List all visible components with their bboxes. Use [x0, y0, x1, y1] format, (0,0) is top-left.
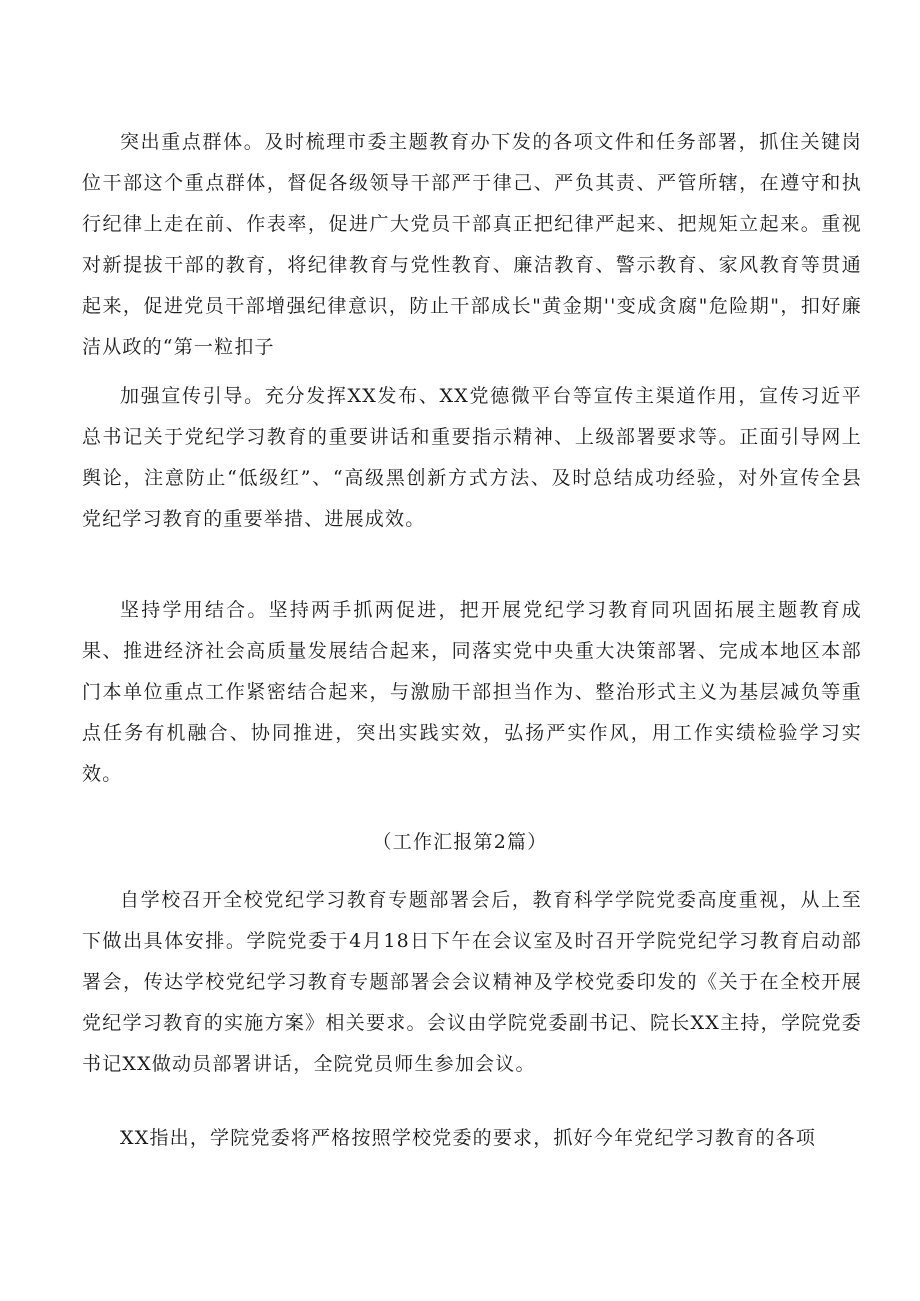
- paragraph-study-and-apply: [82, 590, 862, 795]
- section-heading: （工作汇报第2篇）: [372, 831, 548, 853]
- paragraph-lead-heading: 坚持学用结合。: [120, 599, 269, 621]
- paragraph-section-intro: 自学校召开全校党纪学习教育专题部署会后，教育科学学院党委高度重视，从上至下做出具体安排。学院党委于4月18日下午在会议室及时召开学院党纪学习教育启动部署会，传达学校党纪学习教育专题部署会会议精神及学校党委印发的《关于在全校开展党纪学习教育的实施方案》相关要求。会议由学院党委副书记、院长XX主持，学院党委书记XX做动员部署讲话，全院党员师生参加会议。: [82, 889, 862, 1075]
- paragraph-lead-heading: 加强宣传引导。: [120, 385, 265, 407]
- paragraph-section-continued: XX指出，学院党委将严格按照学校党委的要求，抓好今年党纪学习教育的各项: [120, 1127, 817, 1149]
- paragraph-publicity: [82, 376, 862, 540]
- paragraph-body: 坚持两手抓两促进，把开展党纪学习教育同巩固拓展主题教育成果、推进经济社会高质量发展结合起来，同落实党中央重大决策部署、完成本地区本部门本单位重点工作紧密结合起来，与激励干部担当作为、整治形式主义为基层减负等重点任务有机融合、协同推进，突出实践实效，弘扬严实作风，用工作实绩检验学习实效。: [82, 599, 862, 785]
- paragraph-body: 充分发挥XX发布、XX党德微平台等宣传主渠道作用，宣传习近平总书记关于党纪学习教育的重要讲话和重要指示精神、上级部署要求等。正面引导网上舆论，注意防止“低级红”、“高级黑创新方式方法、及时总结成功经验，对外宣传全县党纪学习教育的重要举措、进展成效。: [82, 385, 862, 530]
- paragraph-body: 及时梳理市委主题教育办下发的各项文件和任务部署，抓住关键岗位干部这个重点群体，督促各级领导干部严于律己、严负其责、严管所辖，在遵守和执行纪律上走在前、作表率，促进广大党员干部真正把纪律严起来、把规矩立起来。重视对新提拔干部的教育，将纪律教育与党性教育、廉洁教育、警示教育、家风教育等贯通起来，促进党员干部增强纪律意识，防止干部成长"黄金期''变成贪腐"危险期"，扣好廉洁从政的“第一粒扣子: [82, 131, 862, 358]
- paragraph-focus-groups: [82, 122, 862, 368]
- paragraph-lead-heading: 突出重点群体。: [120, 131, 265, 153]
